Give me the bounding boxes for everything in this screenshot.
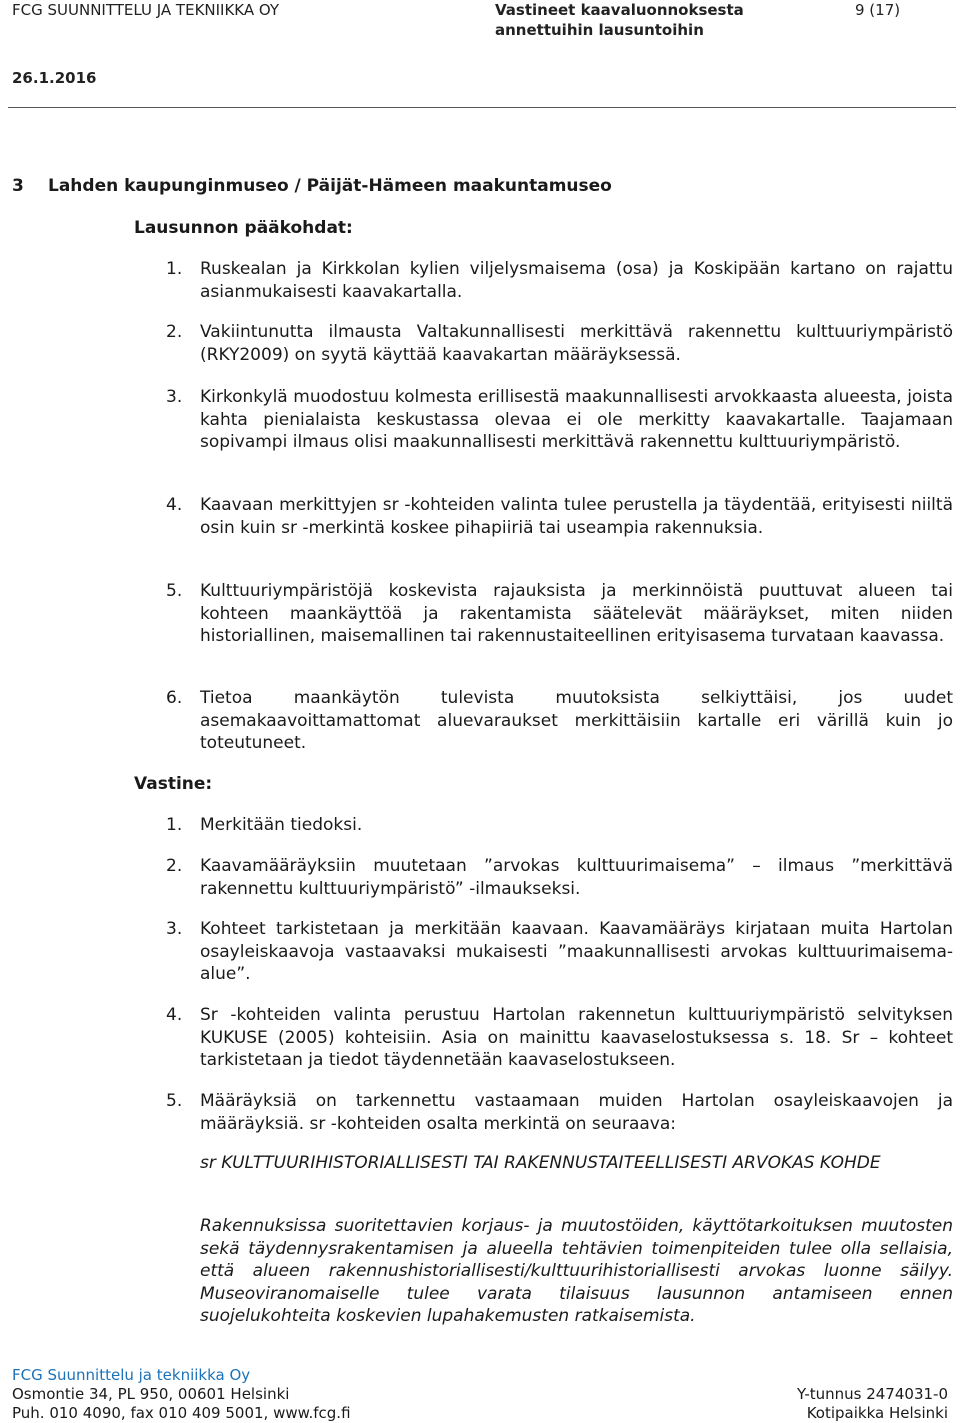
list-item	[166, 258, 953, 303]
footer-row	[12, 1404, 948, 1423]
item-number: 2.	[166, 856, 183, 876]
list-item	[166, 321, 953, 366]
item-text: Kulttuuriympäristöjä koskevista rajauksista ja merkinnöistä puuttuvat alueen tai kohteen maankäyttöä ja rakentamista säätelevät määräykset, miten niiden historiallinen, maisemallinen tai rakennustaiteellinen erityisasema turvataan kaavassa.	[200, 581, 953, 647]
list-item	[166, 1090, 953, 1135]
footer-row	[12, 1385, 948, 1404]
item-text: Sr -kohteiden valinta perustuu Hartolan rakennetun kulttuuriympäristö selvityksen KUKUSE (2005) kohteisiin. Asia on mainittu kaavaselostuksessa s. 18. Sr – kohteet tarkistetaan ja tiedot täydennetään kaavaselostukseen.	[200, 1005, 953, 1071]
response-heading: Vastine:	[134, 774, 213, 794]
footer-company: FCG Suunnittelu ja tekniikka Oy	[12, 1366, 251, 1384]
statement-heading: Lausunnon pääkohdat:	[134, 218, 353, 238]
list-item	[166, 918, 953, 986]
header-divider	[8, 107, 956, 108]
section-number: 3	[12, 176, 24, 196]
item-number: 1.	[166, 815, 183, 835]
item-number: 4.	[166, 495, 183, 515]
item-text: Tietoa maankäytön tulevista muutoksista selkiyttäisi, jos uudet asemakaavoittamattomat aluevaraukset merkittäisiin kartalle eri värillä kuin jo toteutuneet.	[200, 688, 953, 754]
item-number: 6.	[166, 688, 183, 708]
list-item	[166, 580, 953, 648]
item-number: 3.	[166, 919, 183, 939]
item-number: 4.	[166, 1005, 183, 1025]
item-text: Kohteet tarkistetaan ja merkitään kaavaan. Kaavamääräys kirjataan muita Hartolan osayleiskaavoja vastaavaksi mukaisesti ”maakunnallisesti arvokas kulttuurimaisema-alue”.	[200, 919, 953, 985]
item-text: Vakiintunutta ilmausta Valtakunnallisesti merkittävä rakennettu kulttuuriympäristö (RKY2009) on syytä käyttää kaavakartan määräyksessä.	[200, 322, 953, 365]
list-item	[166, 494, 953, 539]
item-text: Kaavaan merkittyjen sr -kohteiden valinta tulee perustella ja täydentää, erityisesti niiltä osin kuin sr -merkintä koskee pihapiiriä tai useampia rakennuksia.	[200, 495, 953, 538]
header-document-title: Vastineet kaavaluonnoksesta annettuihin lausuntoihin	[495, 1, 744, 39]
header-date: 26.1.2016	[12, 69, 97, 87]
footer-address: Osmontie 34, PL 950, 00601 Helsinki	[12, 1385, 290, 1403]
header-page-number: 9 (17)	[855, 1, 901, 19]
footer-domicile: Kotipaikka Helsinki	[806, 1404, 948, 1422]
footer-business-id: Y-tunnus 2474031-0	[796, 1385, 948, 1403]
item-number: 5.	[166, 1091, 183, 1111]
regulation-body: Rakennuksissa suoritettavien korjaus- ja muutostöiden, käyttötarkoituksen muutosten sekä täydennysrakentamisen ja alueella tehtävien toimenpiteiden tulee olla sellaisia, että alueen rakennushistoriallisesti/kulttuurihistoriallisesti arvokas luonne säilyy. Museoviranomaiselle tulee varata tilaisuus lausunnon antamiseen ennen suojelukohteita koskevien lupahakemusten ratkaisemista.	[200, 1216, 953, 1327]
item-text: Kaavamääräyksiin muutetaan ”arvokas kulttuurimaisema” – ilmaus ”merkittävä rakennettu kulttuuriympäristö” -ilmaukseksi.	[200, 856, 953, 899]
item-number: 1.	[166, 259, 183, 279]
item-text: Kirkonkylä muodostuu kolmesta erillisestä maakunnallisesti arvokkaasta alueesta, joista kahta pienialaista keskustassa olevaa ei ole merkitty kaavakartalle. Taajamaan sopivampi ilmaus olisi maakunnallisesti merkittävä rakennettu kulttuuriympäristö.	[200, 387, 953, 453]
footer	[12, 1366, 948, 1423]
list-item	[166, 814, 953, 837]
list-item	[166, 386, 953, 454]
item-number: 2.	[166, 322, 183, 342]
list-item	[166, 855, 953, 900]
section-title-text: Lahden kaupunginmuseo / Päijät-Hämeen maakuntamuseo	[48, 176, 612, 196]
regulation-title: sr KULTTUURIHISTORIALLISESTI TAI RAKENNUSTAITEELLISESTI ARVOKAS KOHDE	[200, 1153, 881, 1173]
list-item	[166, 1004, 953, 1072]
item-text: Ruskealan ja Kirkkolan kylien viljelysmaisema (osa) ja Koskipään kartano on rajattu asianmukaisesti kaavakartalla.	[200, 259, 953, 302]
list-item	[166, 687, 953, 755]
item-text: Määräyksiä on tarkennettu vastaamaan muiden Hartolan osayleiskaavojen ja määräyksiä. sr -kohteiden osalta merkintä on seuraava:	[200, 1091, 953, 1134]
section-title	[12, 174, 612, 198]
footer-contact: Puh. 010 4090, fax 010 409 5001, www.fcg.fi	[12, 1404, 351, 1422]
item-number: 5.	[166, 581, 183, 601]
item-number: 3.	[166, 387, 183, 407]
header-company: FCG SUUNNITTELU JA TEKNIIKKA OY	[12, 1, 280, 19]
item-text: Merkitään tiedoksi.	[200, 815, 363, 835]
